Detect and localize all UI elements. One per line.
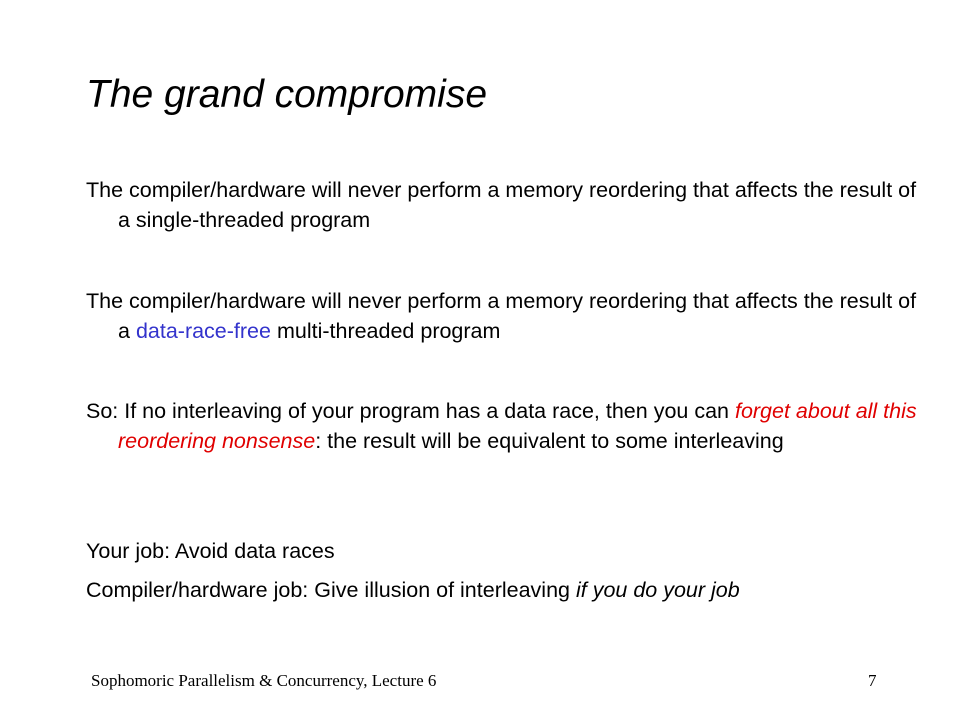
paragraph-compiler-job (86, 575, 918, 605)
footer-course-title: Sophomoric Parallelism & Concurrency, Lecture 6 (91, 671, 437, 690)
highlight-forget-reordering: forget about all this reordering nonsense (118, 399, 917, 453)
emphasis-if-you-do-your-job: if you do your job (575, 578, 740, 602)
paragraph-text-before: Compiler/hardware job: Give illusion of interleaving (86, 578, 576, 602)
footer-page-number: 7 (868, 671, 877, 690)
paragraph-single-threaded (86, 175, 918, 235)
paragraph-text-before: The compiler/hardware will never perform a memory reordering that affects the result of a (86, 289, 917, 343)
paragraph-text-after: : the result will be equivalent to some interleaving (315, 429, 784, 453)
paragraph-text-before: So: If no interleaving of your program has a data race, then you can (86, 399, 735, 423)
paragraph-text-after: multi-threaded program (270, 319, 501, 343)
paragraph-text: The compiler/hardware will never perform a memory reordering that affects the result of a single-threaded program (86, 178, 917, 232)
paragraph-data-race-free (86, 286, 918, 346)
slide-title: The grand compromise (86, 73, 488, 116)
highlight-data-race-free: data-race-free (135, 319, 271, 343)
paragraph-no-data-race (86, 396, 918, 456)
paragraph-your-job (86, 536, 918, 566)
paragraph-text: Your job: Avoid data races (86, 539, 335, 563)
